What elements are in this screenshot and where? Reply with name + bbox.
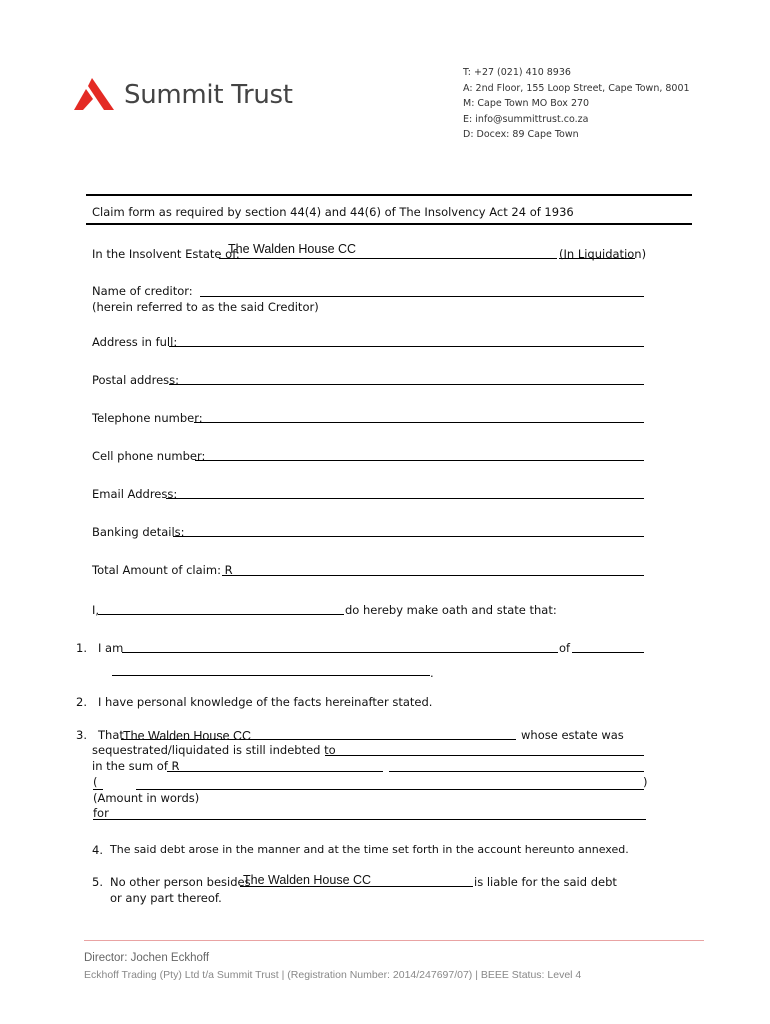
item3-creditor-line[interactable] (325, 755, 644, 756)
cell-line[interactable] (195, 460, 644, 461)
form-title: Claim form as required by section 44(4) and 44(6) of The Insolvency Act 24 of 1936 (92, 205, 574, 219)
item5-text: No other person besides (110, 875, 251, 889)
item1-of: of (559, 641, 571, 655)
total-label: Total Amount of claim: R (92, 563, 233, 577)
address-label: Address in full: (92, 335, 178, 349)
telephone-label: Telephone number: (92, 411, 203, 425)
item5-liable-text: is liable for the said debt (474, 875, 617, 889)
item1-period: . (430, 666, 434, 680)
item3-sum-line-a[interactable] (167, 771, 383, 772)
creditor-label: Name of creditor: (92, 284, 193, 298)
company-logo (74, 78, 314, 114)
item5-continuation: or any part thereof. (110, 891, 222, 905)
item4-number: 4. (92, 843, 103, 857)
banking-line[interactable] (173, 536, 644, 537)
title-rule-top (86, 194, 692, 196)
cell-label: Cell phone number: (92, 449, 206, 463)
creditor-note: (herein referred to as the said Creditor) (92, 300, 319, 314)
item3-sequestrated-text: sequestrated/liquidated is still indebted to (92, 743, 336, 757)
creditor-line[interactable] (200, 296, 644, 297)
oath-suffix: do hereby make oath and state that: (345, 603, 557, 617)
item1-name-line[interactable] (122, 652, 558, 653)
insolvent-estate-value: The Walden House CC (228, 242, 357, 256)
item5-party-value: The Walden House CC (243, 873, 372, 887)
title-rule-bottom (86, 223, 692, 225)
item3-for-line[interactable] (93, 819, 646, 820)
item3-words-line[interactable] (136, 789, 644, 790)
contact-postal: M: Cape Town MO Box 270 (463, 98, 590, 109)
item1-of-line[interactable] (572, 652, 644, 653)
telephone-line[interactable] (194, 422, 644, 423)
email-line[interactable] (166, 498, 644, 499)
total-line[interactable] (222, 575, 644, 576)
footer-registration: Eckhoff Trading (Pty) Ltd t/a Summit Trust | (Registration Number: 2014/247697/07) | BEEE Status: Level 4 (84, 969, 582, 981)
item3-paren-open: ( (93, 775, 98, 789)
insolvent-estate-line[interactable] (219, 258, 557, 259)
item3-sum-label: in the sum of R (92, 759, 180, 773)
postal-line[interactable] (169, 384, 644, 385)
contact-docex: D: Docex: 89 Cape Town (463, 129, 579, 140)
oath-name-line[interactable] (98, 614, 344, 615)
contact-block (463, 65, 763, 143)
item3-words-line-left (93, 789, 103, 790)
footer-director: Director: Jochen Eckhoff (84, 952, 210, 964)
item2-text: I have personal knowledge of the facts hereinafter stated. (98, 695, 433, 709)
item3-paren-close: ) (643, 775, 648, 789)
item5-number: 5. (92, 875, 103, 889)
footer-rule (84, 940, 704, 941)
liquidation-label: (In Liquidation) (559, 247, 647, 261)
contact-telephone: T: +27 (021) 410 8936 (463, 67, 571, 78)
insolvent-estate-label: In the Insolvent Estate of: (92, 247, 240, 261)
liquidation-underline (559, 258, 635, 259)
postal-label: Postal address: (92, 373, 180, 387)
item3-words-label: (Amount in words) (93, 791, 200, 805)
address-line[interactable] (169, 346, 644, 347)
email-label: Email Address: (92, 487, 178, 501)
oath-prefix: I, (92, 603, 100, 617)
item3-sum-line-b[interactable] (389, 771, 644, 772)
contact-email: E: info@summittrust.co.za (463, 113, 589, 125)
item1-text: I am (98, 641, 124, 655)
item3-that: That (98, 728, 124, 742)
contact-address: A: 2nd Floor, 155 Loop Street, Cape Town, 8001 (463, 82, 690, 94)
item3-number: 3. (76, 728, 87, 742)
item2-number: 2. (76, 695, 87, 709)
item1-continuation-line[interactable] (112, 675, 430, 676)
summit-logo-icon (74, 78, 118, 112)
item3-debtor-value: The Walden House CC (123, 729, 252, 743)
item3-estate-text: whose estate was (521, 728, 624, 742)
item3-for-label: for (93, 806, 109, 820)
banking-label: Banking details: (92, 525, 185, 539)
item1-number: 1. (76, 641, 87, 655)
item4-text: The said debt arose in the manner and at the time set forth in the account hereunto annexed. (110, 843, 629, 856)
company-name: Summit Trust (124, 80, 293, 110)
